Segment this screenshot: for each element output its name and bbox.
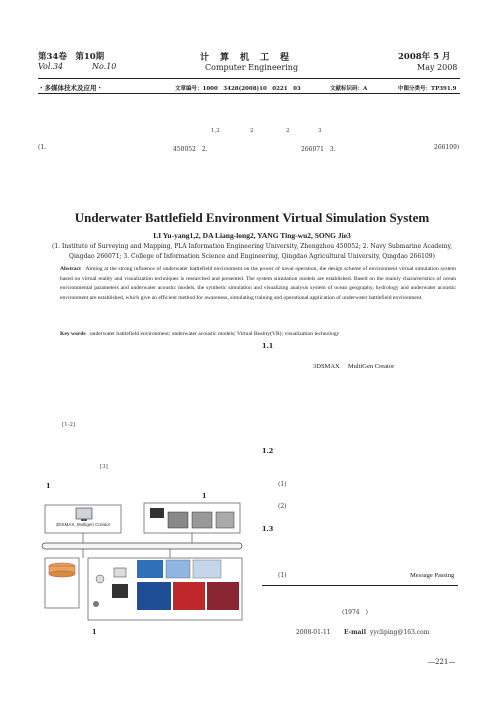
ocean-visual-3 [207,582,239,610]
email-address: yycliping@163.com [370,629,430,636]
author-mark-2: 2 [250,128,254,134]
ocean-visual-1 [137,582,171,610]
figure-tool-label: 3DSMAX, Multigen Creator [55,522,111,527]
journal-title-en: Computer Engineering [205,63,299,72]
authors-en: LI Yu-yang1,2, DA Liang-long2, YANG Ting-wu2, SONG Jie3 [153,231,351,240]
screen-image-3 [193,560,221,578]
sensor-icon [96,575,104,583]
volume-en: Vol.34 [38,62,64,71]
monitor-stand-icon [81,519,87,521]
author-mark-3: 2 [286,128,290,134]
server-rack-icon [168,512,188,528]
list-item-2: (2) [278,503,287,510]
document-code: 文献标识码：A [330,86,368,92]
affil-cn-zip3: 266109) [434,144,460,151]
header-rule [38,78,460,79]
list-item-3: (1) [278,572,287,579]
affil-cn-zip2: 266071 3. [301,146,336,153]
node-icon [93,601,99,607]
author-birth-year: (1974 ) [342,609,368,616]
workstation-icon [150,508,164,518]
message-passing-text: Message Passing [410,572,455,579]
figure-1 [40,500,246,622]
author-mark-4: 3 [318,128,322,134]
volume-issue-cn: 第34卷 第10期 [38,52,105,62]
meta-rule [38,93,460,94]
citation-3: [3] [100,464,108,470]
screen-image-2 [166,560,190,578]
ocean-visual-2 [173,582,205,610]
keywords-text: underwater battlefield environment; underwater acoustic models; Virtual Reality(VR); visualization technology [89,331,340,337]
network-bus [42,543,242,549]
section-1-3-heading: 1.3 [262,525,274,533]
affil-cn-zip1: 450052 2. [173,146,208,153]
section-1-heading: 1 [46,482,51,490]
journal-title-cn: 计 算 机 工 程 [200,53,291,63]
received-date: 2008-01-11 [296,629,331,636]
abstract-label: Abstract [60,266,81,272]
section-1-2-heading: 1.2 [262,447,274,455]
classification-number: 中图分类号：TP391.9 [398,86,457,92]
column-tag: ・多媒体技术及应用・ [38,84,103,92]
date-en: May 2008 [417,63,458,72]
abstract [60,265,456,303]
server-rack-icon-3 [216,512,234,528]
keywords-label: Key words [60,331,86,337]
author-mark-1: 1,2 [211,128,220,134]
figure-1-diagram [40,500,246,622]
paper-title-en: Underwater Battlefield Environment Virtual Simulation System [74,210,430,225]
citation-1-2: [1-2] [62,422,76,428]
section-1-1-heading: 1.1 [262,342,274,350]
issue-en: No.10 [92,62,117,71]
affil-cn-open: (1. [38,144,47,151]
screen-image-1 [137,560,163,578]
figure-1-number: 1 [202,492,207,500]
footnote-rule [262,585,458,586]
keywords [60,331,460,337]
page-number: —221— [428,658,456,666]
computer-icon [112,584,128,598]
monitor-icon [76,508,92,519]
article-number: 文章编号：1000 3428(2008)10 0221 03 [175,86,301,92]
abstract-text: Aiming at the strong influence of underwater battlefield environment on the power of naval operation, the design scheme of environment virtual simulation system based on virtual reality and visualization techniques is researched and presented. The system simulation models are established. Based on the mainly characteristics of ocean environmental parameters and underwater acoustic models, the synthetic simulation and visualizing analysis system of ocean geography, hydrology and underwater acoustic environment are established, which give an efficient method for awareness, simulating training and operational application of underwater battlefield environment. [60,266,456,301]
figure-1-caption: 1 [92,628,97,636]
affiliation-en-line1: (1. Institute of Surveying and Mapping, PLA Information Engineering University, Zhengzhou 450052; 2. Navy Submarine Academy, [52,243,452,250]
server-rack-icon-2 [192,512,212,528]
pc-icon [114,568,126,577]
modeling-tools-text: 3DSMAX MultiGen Creator [313,363,395,370]
email-label: E-mail [344,629,366,636]
list-item-1: (1) [278,481,287,488]
date-cn: 2008年 5 月 [398,52,451,62]
affiliation-en-line2: Qingdao 266071; 3. College of Information Science and Engineering, Qingdao Agricultural University, Qingdao 266109) [69,253,435,260]
